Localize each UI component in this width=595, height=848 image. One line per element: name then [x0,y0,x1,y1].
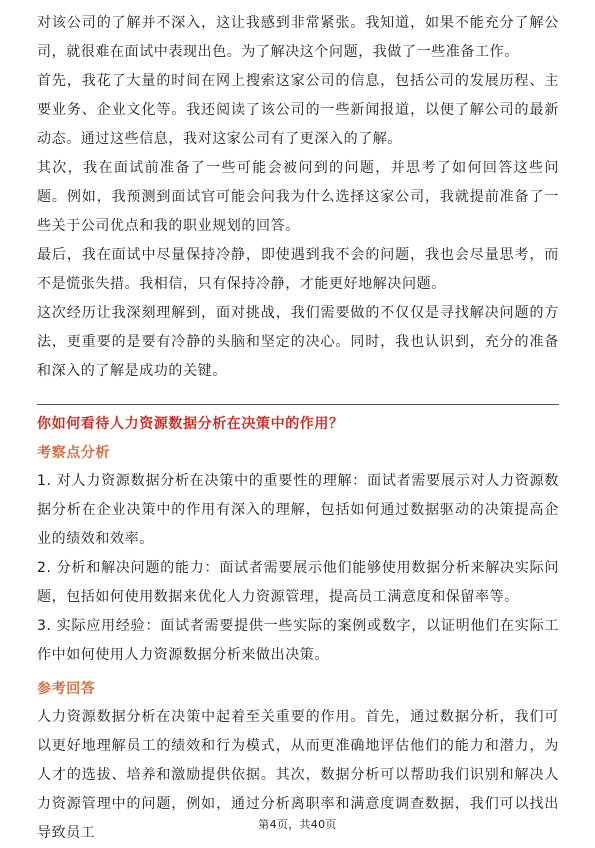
paragraph: 最后，我在面试中尽量保持冷静，即使遇到我不会的问题，我也会尽量思考，而不是慌张失措。我相信，只有保持冷静，才能更好地解决问题。 [37,247,559,292]
question-heading: 你如何看待人力资源数据分析在决策中的作用？ [37,416,344,432]
reference-text: 人力资源数据分析在决策中起着至关重要的作用。首先，通过数据分析，我们可以更好地理解员工的绩效和行为模式，从而更准确地评估他们的能力和潜力，为人才的选拔、培养和激励提供依据。其次，数据分析可以帮助我们识别和解决人力资源管理中的问题，例如，通过分析离职率和满意度调查数据，我们可以找出导致员工 [37,709,559,841]
analysis-title: 考察点分析 [37,445,110,461]
paragraph: 这次经历让我深刻理解到，面对挑战，我们需要做的不仅仅是寻找解决问题的方法，更重要的是要有冷静的头脑和坚定的决心。同时，我也认识到，充分的准备和深入的了解是成功的关键。 [37,305,559,379]
paragraph: 首先，我花了大量的时间在网上搜索这家公司的信息，包括公司的发展历程、主要业务、企业文化等。我还阅读了该公司的一些新闻报道，以便了解公司的最新动态。通过这些信息，我对这家公司有了更深入的了解。 [37,73,559,147]
analysis-item: 1. 对人力资源数据分析在决策中的重要性的理解：面试者需要展示对人力资源数据分析在企业决策中的作用有深入的理解，包括如何通过数据驱动的决策提高企业的绩效和效率。 [37,473,559,547]
top-answer-text [37,9,559,386]
page-number: 第4页，共40页 [258,818,337,831]
section-divider [37,404,559,405]
analysis-item: 3. 实际应用经验：面试者需要提供一些实际的案例或数字，以证明他们在实际工作中如何使用人力资源数据分析来做出决策。 [37,618,559,663]
paragraph: 对该公司的了解并不深入，这让我感到非常紧张。我知道，如果不能充分了解公司，就很难在面试中表现出色。为了解决这个问题，我做了一些准备工作。 [37,15,559,60]
reference-title: 参考回答 [37,681,96,697]
analysis-list [37,467,559,670]
analysis-item: 2. 分析和解决问题的能力：面试者需要展示他们能够使用数据分析来解决实际问题，包括如何使用数据来优化人力资源管理，提高员工满意度和保留率等。 [37,560,559,605]
paragraph: 其次，我在面试前准备了一些可能会被问到的问题，并思考了如何回答这些问题。例如，我预测到面试官可能会问我为什么选择这家公司，我就提前准备了一些关于公司优点和我的职业规划的回答。 [37,160,559,234]
